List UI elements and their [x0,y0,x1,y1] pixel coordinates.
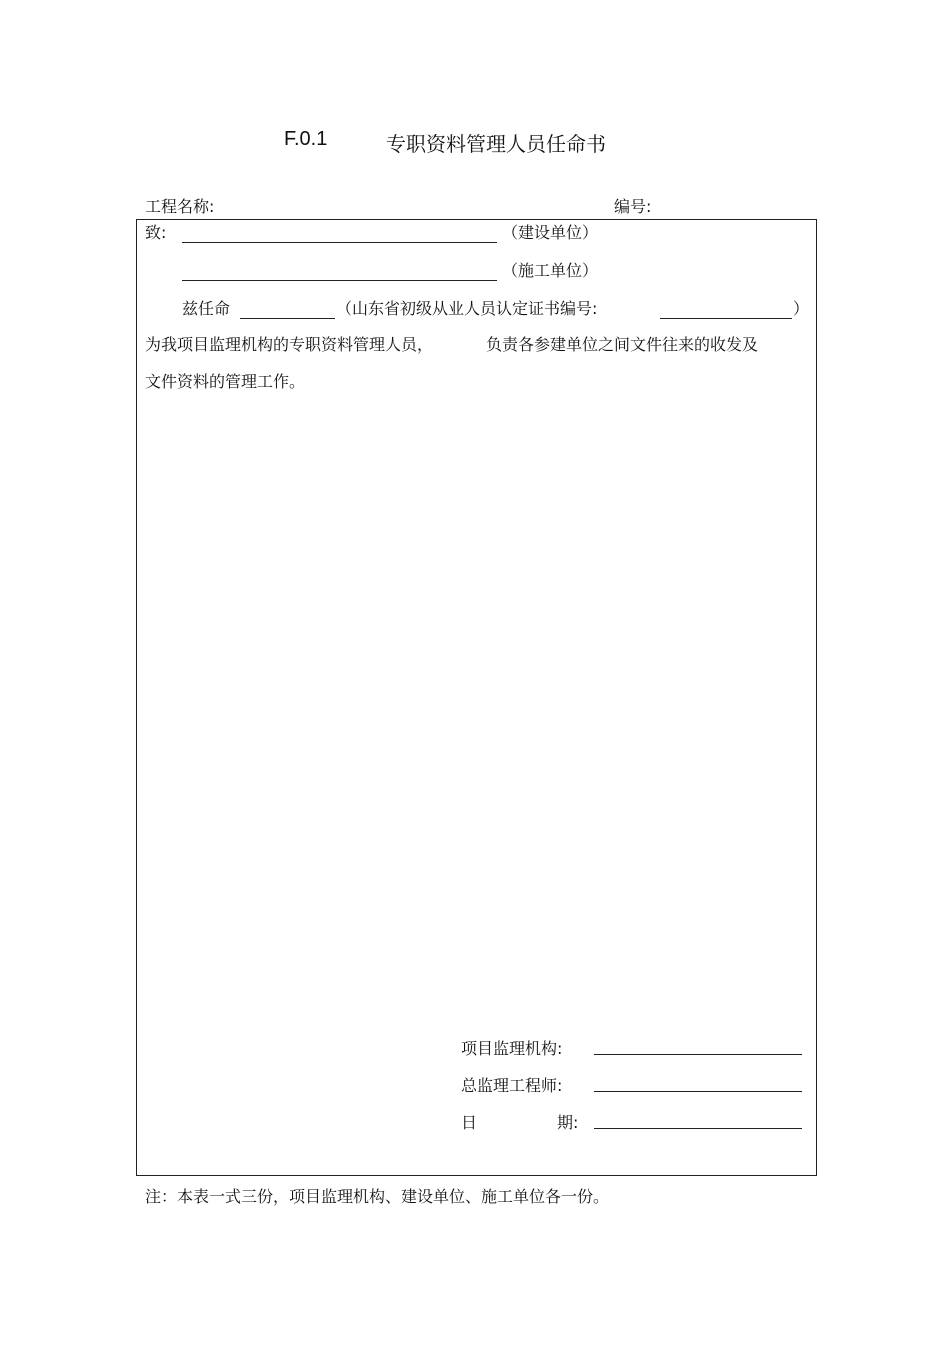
appointee-name-field[interactable] [240,318,335,319]
body-text-line1a: 为我项目监理机构的专职资料管理人员， [145,335,434,354]
appoint-prefix: 兹任命 [182,299,231,318]
date-field[interactable] [594,1128,802,1129]
supervision-org-field[interactable] [594,1054,802,1055]
date-label-a: 日 [461,1113,478,1132]
form-box [136,219,817,1176]
construction-unit-label: （建设单位） [502,223,599,242]
body-text-line2: 文件资料的管理工作。 [145,372,306,391]
chief-engineer-field[interactable] [594,1091,802,1092]
to-label: 致: [145,223,167,242]
chief-engineer-label: 总监理工程师: [461,1076,563,1095]
body-text-line1b: 负责各参建单位之间文件往来的收发及 [486,335,759,354]
builder-unit-field[interactable] [182,280,497,281]
form-code: F.0.1 [284,128,328,150]
project-name-label: 工程名称: [145,197,215,216]
page-title: 专职资料管理人员任命书 [386,132,606,156]
certificate-label: （山东省初级从业人员认定证书编号: [336,299,598,318]
date-label-b: 期: [557,1113,579,1132]
close-paren: ） [793,299,810,318]
builder-unit-label: （施工单位） [502,261,599,280]
footnote: 注：本表一式三份，项目监理机构、建设单位、施工单位各一份。 [145,1187,610,1206]
number-label: 编号: [614,197,652,216]
construction-unit-field[interactable] [182,242,497,243]
supervision-org-label: 项目监理机构: [461,1039,563,1058]
certificate-number-field[interactable] [660,318,792,319]
